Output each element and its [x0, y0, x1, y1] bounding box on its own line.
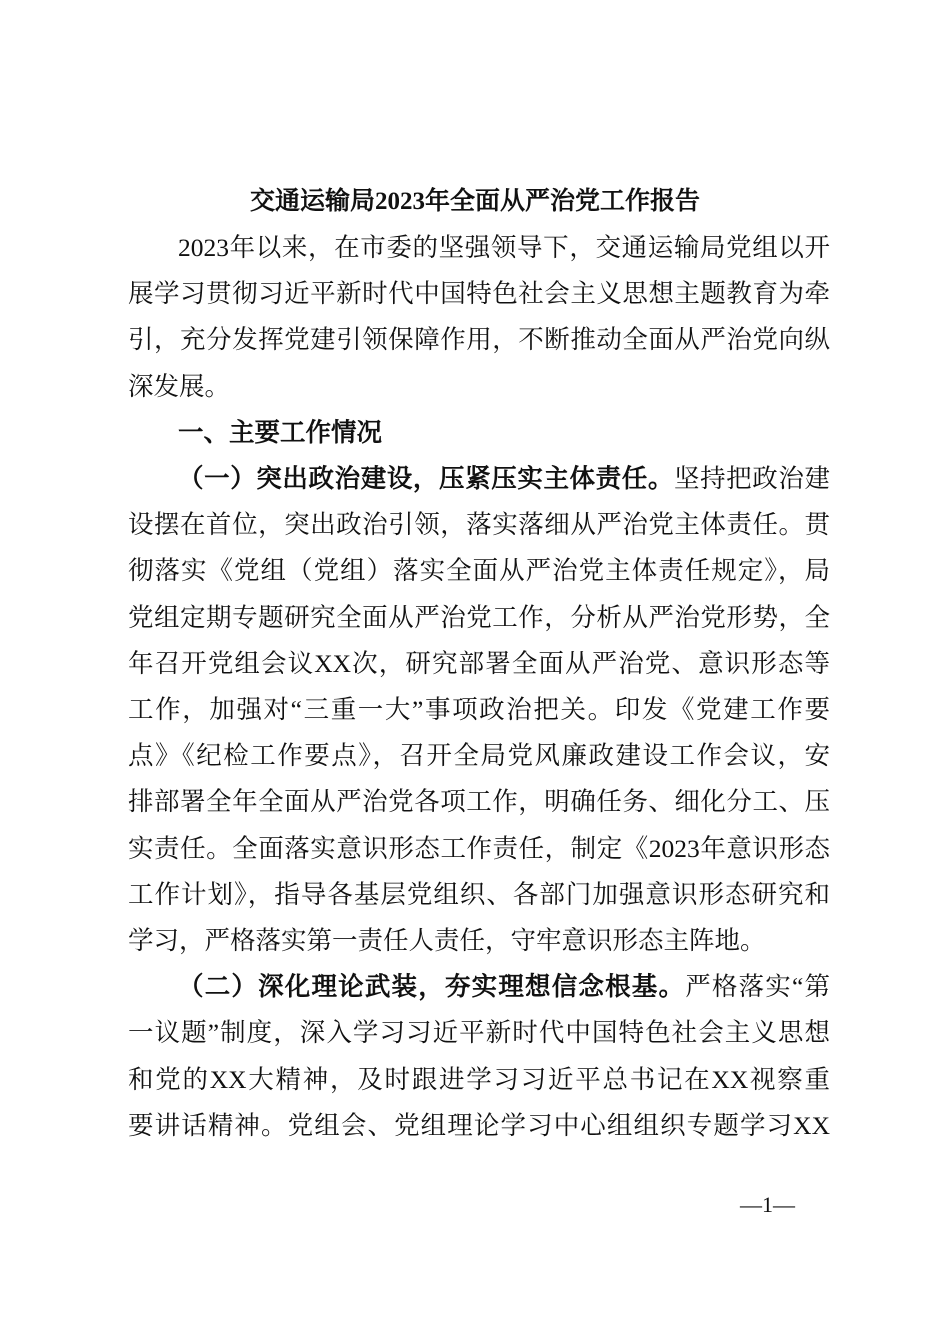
paragraph-line: [178, 969, 830, 1005]
paragraph-line: [128, 553, 830, 589]
line-text: 展学习贯彻习近平新时代中国特色社会主义思想主题教育为牵: [128, 279, 830, 309]
line-text: 工作，加强对“三重一大”事项政治把关。印发《党建工作要: [128, 695, 830, 724]
paragraph-line: [128, 1108, 830, 1144]
line-text: 引，充分发挥党建引领保障作用，不断推动全面从严治党向纵: [128, 325, 830, 355]
paragraph-line: [128, 738, 830, 774]
line-text: 点》《纪检工作要点》，召开全局党风廉政建设工作会议，安: [128, 741, 830, 771]
paragraph-line: [178, 461, 830, 497]
paragraph-line: [128, 923, 830, 959]
line-text: 实责任。全面落实意识形态工作责任，制定《2023年意识形态: [128, 833, 830, 863]
paragraph-line: [128, 507, 830, 543]
line-text: 设摆在首位，突出政治引领，落实落细从严治党主体责任。贯: [128, 510, 830, 540]
paragraph-line: [128, 1015, 830, 1051]
paragraph-line: [128, 784, 830, 820]
paragraph-lead: （二）深化理论武装，夯实理想信念根基。: [178, 972, 686, 1002]
line-text: 彻落实《党组（党组）落实全面从严治党主体责任规定》，局: [128, 556, 830, 586]
line-text: 要讲话精神。党组会、党组理论学习中心组组织专题学习XX: [128, 1110, 830, 1140]
paragraph-line: [128, 692, 830, 728]
paragraph-line: [128, 877, 830, 913]
line-text: 一议题”制度，深入学习习近平新时代中国特色社会主义思想: [128, 1018, 830, 1048]
line-text: 深发展。: [128, 371, 231, 401]
line-text: 学习，严格落实第一责任人责任，守牢意识形态主阵地。: [128, 926, 766, 955]
line-text: 党组定期专题研究全面从严治党工作，分析从严治党形势，全: [128, 602, 830, 632]
paragraph-lead: （一）突出政治建设，压紧压实主体责任。: [178, 464, 674, 493]
line-text: 和党的XX大精神，及时跟进学习习近平总书记在XX视察重: [128, 1064, 830, 1094]
document-title: 交通运输局2023年全面从严治党工作报告: [249, 188, 700, 215]
section-heading: [178, 415, 830, 451]
line-text: 工作计划》，指导各基层党组织、各部门加强意识形态研究和: [128, 879, 830, 909]
page-number: —1—: [740, 1192, 795, 1217]
paragraph-line: [128, 600, 830, 636]
line-text: 年召开党组会议XX次，研究部署全面从严治党、意识形态等: [128, 648, 830, 678]
paragraph-line: [128, 831, 830, 867]
paragraph-line: [128, 1062, 830, 1098]
line-text: 排部署全年全面从严治党各项工作，明确任务、细化分工、压: [128, 787, 830, 817]
paragraph-line: [128, 322, 830, 358]
line-text: 严格落实“第: [685, 972, 830, 1002]
line-text: 2023年以来，在市委的坚强领导下，交通运输局党组以开: [178, 233, 830, 262]
paragraph-line: [128, 276, 830, 312]
line-text: 一、主要工作情况: [178, 417, 383, 447]
paragraph-line: [128, 646, 830, 682]
paragraph-line: [178, 230, 830, 266]
line-text: 坚持把政治建: [673, 464, 830, 493]
paragraph-line: [128, 369, 830, 405]
